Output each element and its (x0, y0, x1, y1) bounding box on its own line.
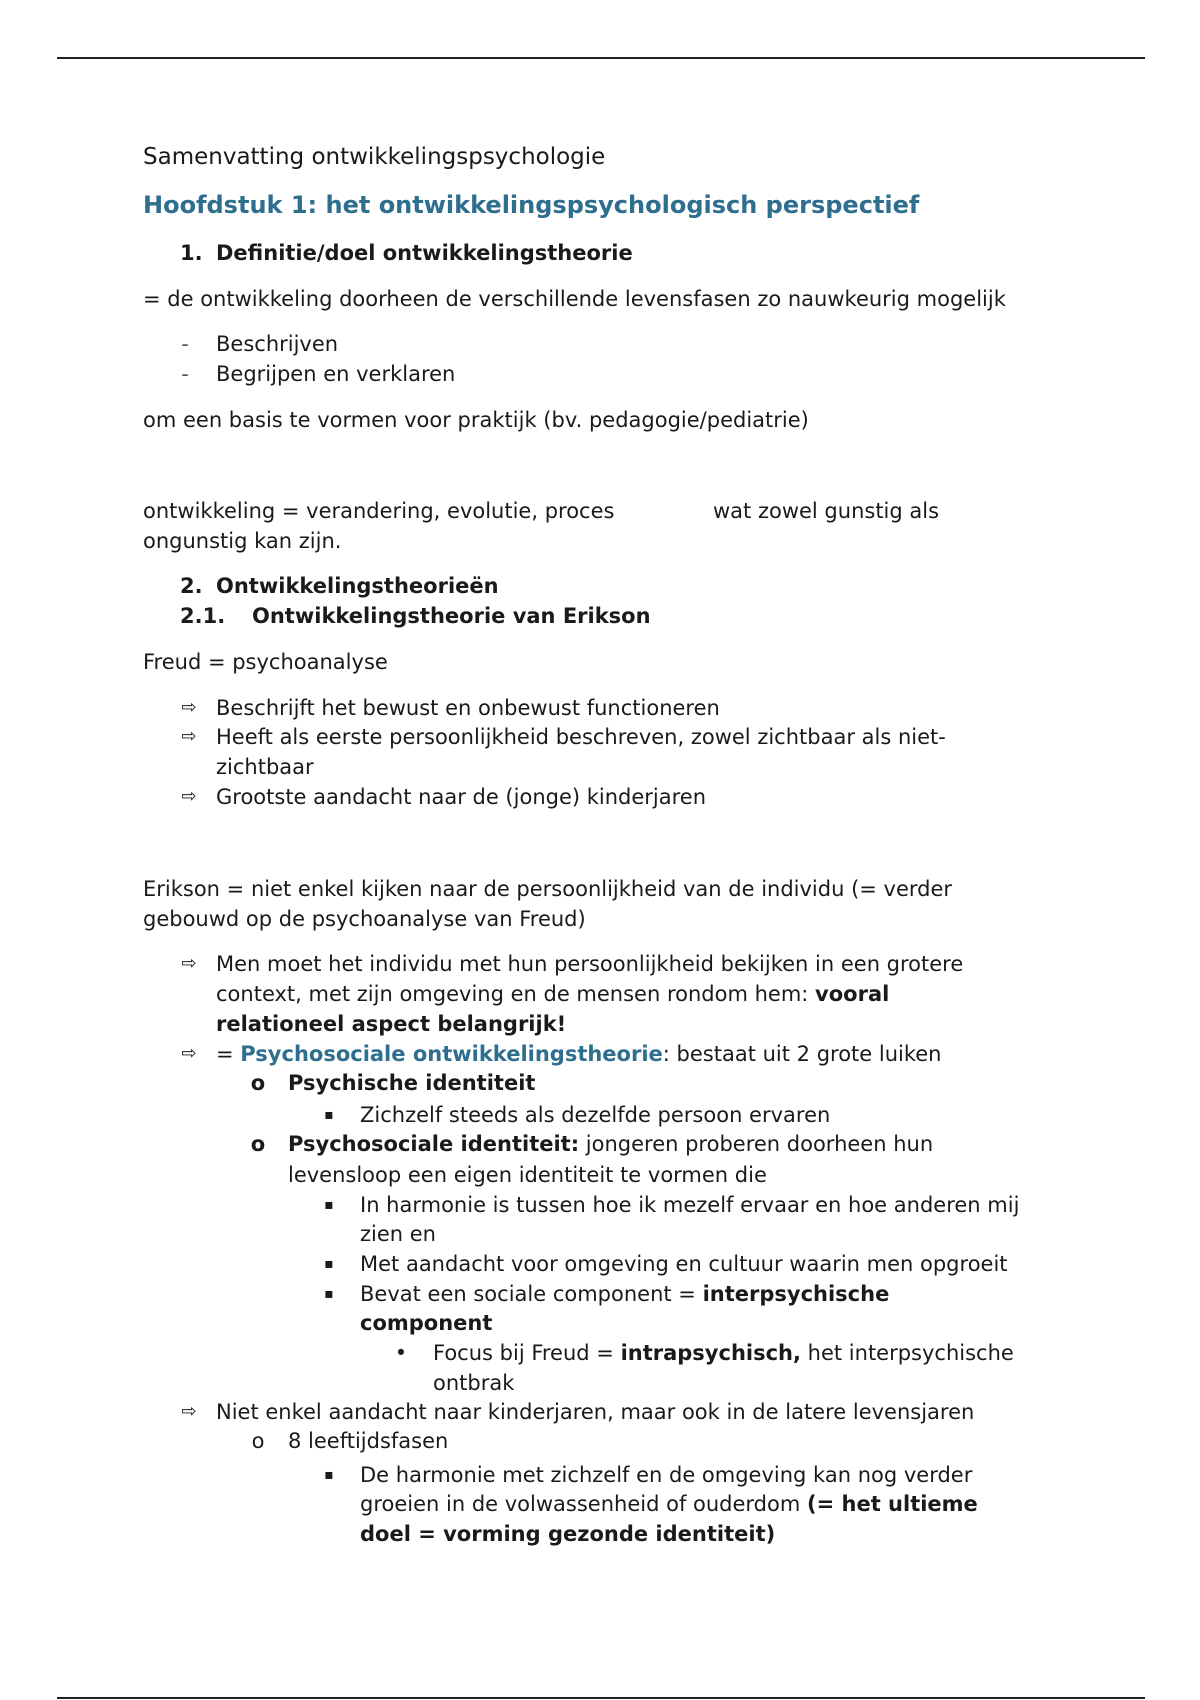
list-item: Heeft als eerste persoonlijkheid beschreven, zowel zichtbaar als niet- (216, 725, 946, 749)
bold-run: intrapsychisch, (620, 1341, 801, 1365)
arrow-bullet-icon: ⇨ (181, 1043, 197, 1064)
circle-bullet: o (251, 1429, 265, 1453)
section-2-number: 2. (180, 574, 203, 598)
circle-bullet: o (250, 1132, 266, 1156)
square-bullet: ▪ (324, 1467, 334, 1483)
list-item-continued (360, 1490, 978, 1518)
round-bullet: • (394, 1341, 408, 1365)
subsection-heading: Ontwikkelingstheorie van Erikson (252, 604, 651, 628)
arrow-bullet-icon: ⇨ (181, 1401, 197, 1422)
subsection-number: 2.1. (180, 604, 226, 628)
list-item-continued: zien en (360, 1222, 436, 1246)
list-item: Beschrijft het bewust en onbewust functioneren (216, 696, 720, 720)
dash-bullet: - (181, 332, 189, 356)
list-item: Niet enkel aandacht naar kinderjaren, maar ook in de latere levensjaren (216, 1400, 975, 1424)
list-item (360, 1280, 889, 1308)
square-bullet: ▪ (324, 1197, 334, 1213)
list-item-continued: relationeel aspect belangrijk! (216, 1012, 567, 1036)
text-run: context, met zijn omgeving en de mensen rondom hem: (216, 982, 816, 1006)
arrow-bullet-icon: ⇨ (181, 726, 197, 747)
text-run: : bestaat uit 2 grote luiken (662, 1042, 942, 1066)
list-item-continued: doel = vorming gezonde identiteit) (360, 1522, 776, 1546)
list-item (288, 1130, 933, 1158)
list-item (433, 1339, 1014, 1367)
list-item: Men moet het individu met hun persoonlijkheid bekijken in een grotere (216, 952, 964, 976)
list-item-continued (216, 980, 889, 1008)
list-item: De harmonie met zichzelf en de omgeving kan nog verder (360, 1463, 973, 1487)
square-bullet: ▪ (324, 1286, 334, 1302)
list-item: Met aandacht voor omgeving en cultuur waarin men opgroeit (360, 1252, 1008, 1276)
list-item: 8 leeftijdsfasen (288, 1429, 449, 1453)
list-item: Beschrijven (216, 332, 339, 356)
list-item: In harmonie is tussen hoe ik mezelf ervaar en hoe anderen mij (360, 1193, 1020, 1217)
list-item (216, 1040, 942, 1068)
erikson-line-2: gebouwd op de psychoanalyse van Freud) (143, 907, 586, 931)
freud-line: Freud = psychoanalyse (143, 650, 388, 674)
list-item-continued: component (360, 1311, 493, 1335)
list-item: Zichzelf steeds als dezelfde persoon ervaren (360, 1103, 831, 1127)
document-title: Samenvatting ontwikkelingspsychologie (143, 144, 606, 170)
square-bullet: ▪ (324, 1256, 334, 1272)
text-run: groeien in de volwassenheid of ouderdom (360, 1492, 807, 1516)
list-item: Grootste aandacht naar de (jonge) kinderjaren (216, 785, 707, 809)
header-rule (57, 57, 1145, 59)
arrow-bullet-icon: ⇨ (181, 953, 197, 974)
section-1-number: 1. (180, 241, 203, 265)
arrow-bullet-icon: ⇨ (181, 697, 197, 718)
development-definition-continued: wat zowel gunstig als (713, 499, 940, 523)
list-item: Psychische identiteit (288, 1071, 536, 1095)
accent-term: Psychosociale ontwikkelingstheorie (240, 1042, 663, 1066)
development-definition-line-2: ongunstig kan zijn. (143, 529, 342, 553)
bold-run: vooral (815, 982, 890, 1006)
chapter-heading: Hoofdstuk 1: het ontwikkelingspsychologisch perspectief (143, 191, 920, 219)
footer-rule (57, 1697, 1145, 1699)
arrow-bullet-icon: ⇨ (181, 786, 197, 807)
bold-run: interpsychische (702, 1282, 890, 1306)
circle-bullet: o (250, 1071, 266, 1095)
text-run: = (216, 1042, 241, 1066)
development-definition: ontwikkeling = verandering, evolutie, proces (143, 499, 615, 523)
dash-bullet: - (181, 362, 189, 386)
list-item-continued: ontbrak (433, 1371, 515, 1395)
text-run: Bevat een sociale component = (360, 1282, 703, 1306)
bold-run: (= het ultieme (807, 1492, 978, 1516)
text-run: Focus bij Freud = (433, 1341, 621, 1365)
list-item: Begrijpen en verklaren (216, 362, 456, 386)
purpose-line: om een basis te vormen voor praktijk (bv. pedagogie/pediatrie) (143, 408, 809, 432)
text-run: het interpsychische (800, 1341, 1014, 1365)
list-item-continued: zichtbaar (216, 755, 314, 779)
list-item-continued: levensloop een eigen identiteit te vormen die (288, 1163, 767, 1187)
definition-line: = de ontwikkeling doorheen de verschillende levensfasen zo nauwkeurig mogelijk (143, 287, 1006, 311)
bold-run: Psychosociale identiteit: (288, 1132, 580, 1156)
section-2-heading: Ontwikkelingstheorieën (216, 574, 499, 598)
text-run: jongeren proberen doorheen hun (579, 1132, 934, 1156)
square-bullet: ▪ (324, 1107, 334, 1123)
section-1-heading: Definitie/doel ontwikkelingstheorie (216, 241, 633, 265)
erikson-line-1: Erikson = niet enkel kijken naar de persoonlijkheid van de individu (= verder (143, 877, 953, 901)
